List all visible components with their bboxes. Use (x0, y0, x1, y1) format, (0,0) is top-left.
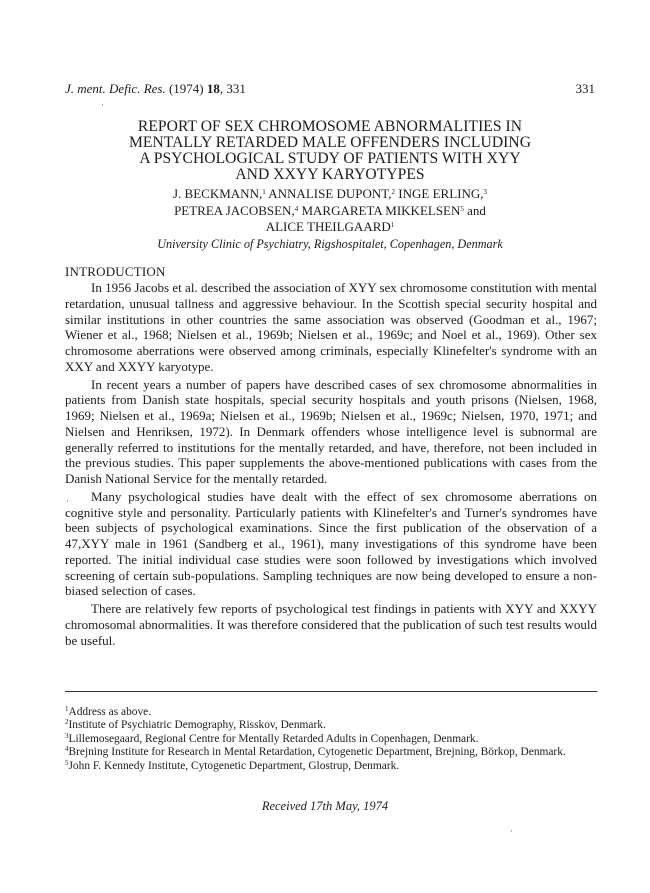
footnote (65, 746, 597, 759)
title-line: REPORT OF SEX CHROMOSOME ABNORMALITIES IN (137, 118, 523, 135)
footnote-text: Institute of Psychiatric Demography, Risskov, Denmark. (68, 719, 326, 732)
print-speck: · (66, 496, 69, 506)
paragraph: Many psychological studies have dealt with the effect of sex chromosome aberrations on cognitive style and personality. Particularly patients with Klinefelter's and Turner's syndromes have been subjects of psychological examinations. Since the first publication of the observation of a 47,XYY male in 1961 (Sandberg et al., 1961), many investigations of this syndrome have been reported. The initial individual case studies were soon followed by investigations which involved screening of certain sub-populations. Sampling techniques are now being developed to ensure a non-biased selection of cases. (65, 488, 597, 599)
author-name: MARGARETA MIKKELSEN (301, 202, 461, 218)
print-speck: · (101, 100, 104, 110)
footnote (65, 760, 597, 773)
footnote-rule (65, 691, 597, 692)
paragraph: There are relatively few reports of psychological test findings in patients with XYY and XXYY chromosomal abnormalities. It was therefore considered that the publication of such test results would be useful. (65, 601, 597, 648)
page-number: 331 (575, 81, 595, 96)
footnote (65, 733, 597, 746)
footnote-mark: 2 (65, 718, 69, 727)
author-name: ALICE THEILGAARD (265, 219, 391, 234)
title-line: AND XXYY KARYOTYPES (235, 166, 425, 183)
author-name: INGE ERLING, (398, 186, 484, 201)
author-conjunction: and (467, 202, 486, 218)
author-mark: 2 (391, 188, 396, 196)
footnote-text: Address as above. (68, 706, 152, 718)
footnote-text: John F. Kennedy Institute, Cytogenetic Department, Glostrup, Denmark. (68, 759, 400, 772)
footnote-mark: 4 (65, 745, 69, 754)
footnote (65, 706, 597, 719)
body-text (65, 280, 597, 648)
footnote-mark: 3 (65, 731, 69, 740)
author-line (60, 203, 600, 220)
author-mark: 1 (262, 188, 266, 196)
author-mark: 4 (294, 204, 299, 213)
article-title (60, 119, 600, 183)
author-line (60, 186, 600, 203)
author-name: ANNALISE DUPONT, (268, 186, 392, 201)
author-name: J. BECKMANN, (173, 186, 263, 201)
title-line: MENTALLY RETARDED MALE OFFENDERS INCLUDING (128, 134, 531, 151)
journal-citation: J. ment. Defic. Res. (1974) 18, 331 (65, 81, 246, 96)
author-line (60, 219, 600, 236)
footnote-text: Lillemosegaard, Regional Centre for Mentally Retarded Adults in Copenhagen, Denmark. (68, 732, 479, 745)
section-heading: INTRODUCTION (65, 264, 166, 279)
print-speck: · (510, 826, 513, 836)
affiliation: University Clinic of Psychiatry, Rigshospitalet, Copenhagen, Denmark (157, 236, 503, 251)
footnote-text: Brejning Institute for Research in Mental Retardation, Cytogenetic Department, Brejning, Börkop, Denmark. (68, 746, 566, 759)
paragraph: In 1956 Jacobs et al. described the association of XYY sex chromosome constitution with mental retardation, unusual tallness and aggressive behaviour. In the Scottish special security hospital and similar institutions in other countries the same association was observed (Goodman et al., 1967; Wiener et al., 1968; Nielsen et al., 1969b; Nielsen et al., 1969c; and Noel et al., 1969). Other sex chromosome aberrations were observed among criminals, especially Klinefelter's syndrome with an XXY and XXYY karyotype. (65, 280, 597, 374)
received-date: Received 17th May, 1974 (261, 799, 389, 813)
footnote (65, 719, 597, 732)
author-name: PETREA JACOBSEN, (174, 202, 295, 218)
footnote-mark: 1 (65, 705, 69, 713)
paragraph: In recent years a number of papers have described cases of sex chromosome abnormalities in patients from Danish state hospitals, special security hospitals and youth prisons (Nielsen, 1968, 1969; Nielsen et al., 1969a; Nielsen et al., 1969b; Nielsen et al., 1969c; Nielsen, 1970, 1971; and Nielsen and Henriksen, 1972). In Denmark offenders whose intelligence level is subnormal are generally referred to institutions for the mentally retarded, and have, therefore, not been included in the previous studies. This paper supplements the above-mentioned publications with cases from the Danish National Service for the mentally retarded. (65, 376, 597, 486)
author-mark: 5 (460, 204, 464, 213)
author-mark: 1 (390, 221, 395, 229)
footnote-mark: 5 (65, 758, 69, 767)
footnotes (65, 706, 597, 773)
author-mark: 3 (483, 188, 487, 196)
author-list (60, 186, 600, 252)
title-line: A PSYCHOLOGICAL STUDY OF PATIENTS WITH XYY (139, 150, 521, 167)
